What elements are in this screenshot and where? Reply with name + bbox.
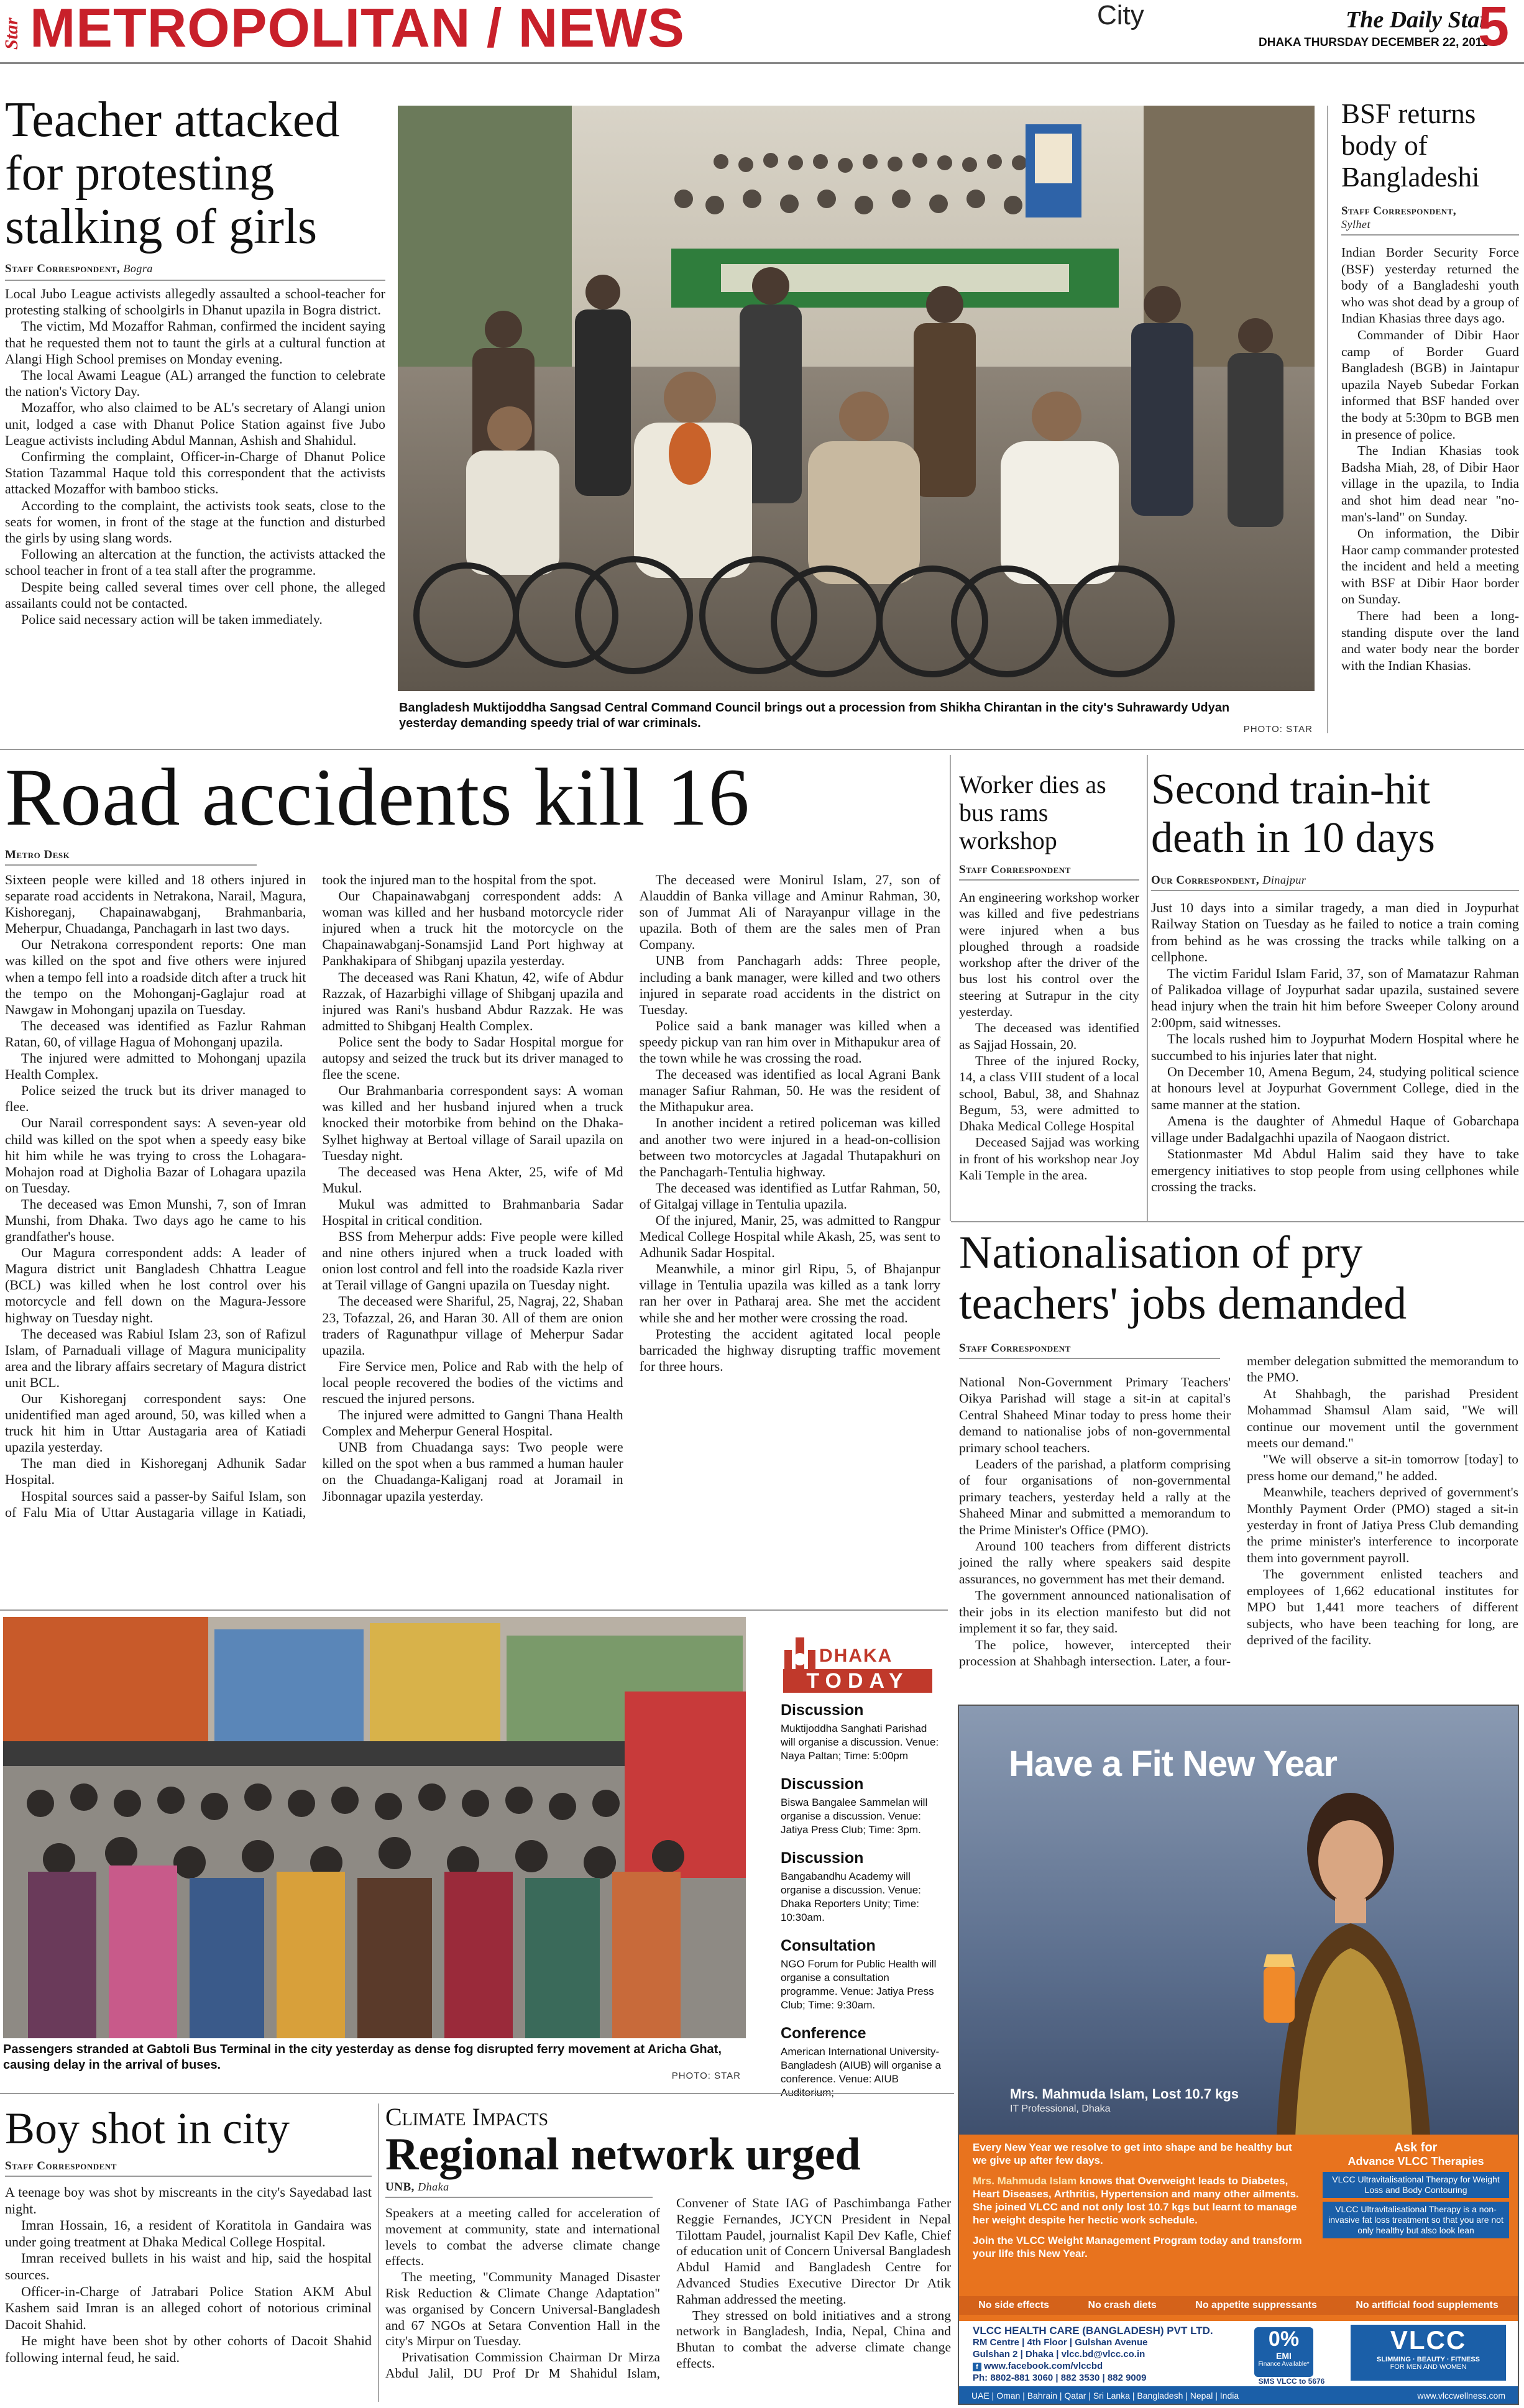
ad-ask-sub: Advance VLCC Therapies — [1347, 2155, 1484, 2168]
road-paragraph: Our Netrakona correspondent reports: One man was killed on the spot and five others were injured when a tempo fell into a roadside ditch after a truck hit the tempo on the Mohonganj-Gaglajur road at Nawgaw in Mohonganj upazila on Tuesday. — [5, 936, 306, 1017]
train-headline: Second train-hit death in 10 days — [1151, 766, 1435, 862]
procession-photo — [398, 106, 1315, 691]
ad-facebook — [973, 2360, 1252, 2372]
bsf-paragraph: There had been a long-standing dispute over the land and water body near the border with the Indian Khasias. — [1341, 608, 1519, 673]
teachers-jobs-headline: Nationalisation of pry teachers' jobs demanded — [959, 1227, 1407, 1329]
bsf-paragraph: Indian Border Security Force (BSF) yesterday returned the body of a Bangladeshi youth who was shot dead by a group of Indian Khasias three days ago. — [1341, 245, 1519, 326]
bsf-body — [1341, 244, 1519, 674]
ad-story-name: Mrs. Mahmuda Islam — [973, 2175, 1077, 2187]
vlcc-advertisement — [958, 1705, 1519, 2405]
road-paragraph: Our Narail correspondent says: A seven-year old child was killed on the spot when a speedy easy bike hit him while he was trying to cross the Lohagara-Mohajon road at Digholia Bazar of Lohagara upazila on Tuesday. — [5, 1115, 306, 1196]
climate-kicker: Climate Impacts — [385, 2103, 549, 2131]
climate-paragraph: Speakers at a meeting called for acceleration of movement at community, state and international levels to combat the adverse climate change effects. — [385, 2205, 660, 2269]
teacher-paragraph: Local Jubo League activists allegedly assaulted a school-teacher for protesting stalking of schoolgirls in Dhanut upazila in Bogra district. — [5, 286, 385, 318]
road-paragraph: Protesting the accident agitated local people barricaded the highway disrupting traffic movement for three hours. — [639, 1325, 940, 1374]
road-paragraph: Police sent the body to Sadar Hospital morgue for autopsy and seized the truck but its driver managed to flee the scene. — [322, 1033, 623, 1083]
road-paragraph: The deceased was Hena Akter, 25, wife of Md Mukul. — [322, 1163, 623, 1196]
ad-phone: Ph: 8802-881 3060 | 882 3530 | 882 9009 — [973, 2373, 1147, 2383]
road-paragraph: In another incident a retired policeman was killed and another two were injured in a head-on-collision between two motorcycles at Jagadal Thutapakhuri on the Panchagarh-Tentulia highway. — [639, 1115, 940, 1179]
teacher-paragraph: Following an altercation at the function, the activists attacked the school teacher in front of a tea stall after the programme. — [5, 546, 385, 579]
boy-headline: Boy shot in city — [5, 2104, 290, 2153]
teacher-byline-place: Bogra — [123, 262, 153, 275]
bsf-byline-place: Sylhet — [1341, 218, 1370, 231]
teacher-paragraph: Confirming the complaint, Officer-in-Charge of Dhanut Police Station Tazammal Haque told this correspondent that the activists attacked Mozaffor with bamboo sticks. — [5, 449, 385, 497]
road-paragraph: Sixteen people were killed and 18 others injured in separate road accidents in Netrakona, Narail, Magura, Kishoreganj, Chapainawabganj, Brahmanbaria, Meherpur, Chuadanga, Panchagarh in last two days. — [5, 872, 306, 936]
bsf-paragraph: On information, the Dibir Haor camp commander protested the incident and held a meeting with BSF at Dibir Haor border on Sunday. — [1341, 526, 1519, 607]
road-paragraph: Police said a bank manager was killed when a speedy pickup van ran him over in Mithapukur area of the town while he was crossing the road. — [639, 1017, 940, 1066]
ad-features — [959, 2296, 1518, 2315]
bsf-byline-role: Staff Correspondent, — [1341, 204, 1457, 217]
climate-byline-place: Dhaka — [418, 2181, 449, 2193]
worker-paragraph: Three of the injured Rocky, 14, a class VIII student of a local school, Babul, 38, and Shahnaz Begum, 53, were admitted to Dhaka Medical College Hospital — [959, 1053, 1139, 1134]
boy-paragraph: Imran Hossain, 16, a resident of Koratitola in Gandaira was under going treatment at Dhaka Medical College Hospital. — [5, 2217, 372, 2250]
vlcc-tag-2: FOR MEN AND WOMEN — [1390, 2363, 1467, 2371]
city-label: City — [1097, 0, 1144, 30]
ad-feature: No side effects — [978, 2300, 1050, 2310]
column-rule — [378, 2104, 379, 2402]
road-paragraph: The deceased was Rani Khatun, 42, wife of Abdur Razzak, of Hazarbighi village of Shibganj upazila and injured was Rani's husband Abdur Razzak. He was admitted to Shibganj Health Complex. — [322, 969, 623, 1033]
dhaka-today-item-text: NGO Forum for Public Health will organise a consultation programme. Venue: Jatiya Press Club; Time: 9:30am. — [781, 1958, 937, 2011]
dhaka-today-item-text: Bangabandhu Academy will organise a discussion. Venue: Dhaka Reporters Unity; Time: 10:30am. — [781, 1870, 921, 1923]
dhaka-today-item-text: Biswa Bangalee Sammelan will organise a discussion. Venue: Jatiya Press Club; Time: 3pm. — [781, 1797, 928, 1836]
bus-terminal-credit: PHOTO: STAR — [671, 2071, 741, 2081]
vlcc-logo: VLCC — [1390, 2325, 1467, 2355]
boy-paragraph: A teenage boy was shot by miscreants in the city's Sayedabad last night. — [5, 2184, 372, 2217]
ad-story — [973, 2174, 1302, 2227]
dhaka-today-title-top: DHAKA — [819, 1646, 893, 1666]
teacher-body — [5, 286, 385, 628]
ad-feature: No appetite suppressants — [1195, 2300, 1317, 2310]
ad-model-name: Mrs. Mahmuda Islam, Lost 10.7 kgs — [1010, 2086, 1239, 2102]
teachers-jobs-paragraph: The government announced nationalisation of their jobs in its election manifesto but did not implement it so far, they said. — [959, 1588, 1231, 1636]
teachers-jobs-paragraph: Meanwhile, teachers deprived of government's Monthly Payment Order (PMO) staged a sit-in yesterday in front of Jatiya Press Club demanding the prime minister's interference to incorporate them into government payroll. — [1247, 1485, 1518, 1565]
road-body — [5, 872, 940, 1524]
train-body — [1151, 900, 1519, 1195]
section-rule — [0, 1609, 948, 1611]
road-paragraph: Meanwhile, a minor girl Ripu, 5, of Bhajanpur village in Tentulia upazila was killed as a tank lorry ran her over in Patharaj area. She met the accident while she and her mother were crossing the road. — [639, 1261, 940, 1325]
bsf-byline — [1341, 204, 1519, 236]
train-paragraph: Just 10 days into a similar tragedy, a man died in Joypurhat Railway Station on Tuesday as he failed to notice a train coming from behind as he was crossing the tracks while talking on a cellphone. — [1151, 900, 1519, 965]
bsf-paragraph: Commander of Dibir Haor camp of Border Guard Bangladesh (BGB) in Jaintapur upazila Nayeb Subedar Forkan informed that BSF handed over the body at 5:30pm to BGB men in presence of police. — [1341, 327, 1519, 442]
road-paragraph: Police seized the truck but its driver managed to flee. — [5, 1083, 306, 1115]
paper-name: The Daily Star — [1346, 7, 1489, 33]
teacher-byline-role: Staff Correspondent, — [5, 262, 121, 275]
ad-sms: SMS VLCC to 5676 — [1258, 2377, 1325, 2386]
dateline: DHAKA THURSDAY DECEMBER 22, 2011 — [1259, 36, 1488, 49]
road-paragraph: Of the injured, Manir, 25, was admitted to Rangpur Medical College Hospital while Akash, 25, was sent to Adhunik Sadar Hospital. — [639, 1212, 940, 1261]
dhaka-today-logo — [771, 1627, 951, 1701]
train-paragraph: Stationmaster Md Abdul Halim said they have to take emergency initiatives to stop people from using cellphones while crossing the tracks. — [1151, 1146, 1519, 1194]
star-logo: Star — [1, 17, 22, 50]
teachers-jobs-paragraph: The police, however, intercepted their procession at Shahbagh intersection. Later, a four-member delegation submitted the memorandum to the PMO. — [959, 1353, 1518, 1669]
road-paragraph: The injured were admitted to Gangni Thana Health Complex and Meherpur General Hospital. — [322, 1407, 623, 1439]
road-paragraph: BSS from Meherpur adds: Five people were killed and nine others injured when a truck loaded with onion lost control and fell into the roadside Kazla river at Terail village of Gangni upazila on Tuesday night. — [322, 1229, 623, 1293]
road-byline: Metro Desk — [5, 848, 257, 866]
teachers-jobs-byline: Staff Correspondent — [959, 1342, 1220, 1359]
boy-paragraph: He might have been shot by other cohorts of Dacoit Shahid following internal feud, he said. — [5, 2333, 372, 2365]
procession-credit: PHOTO: STAR — [1243, 724, 1313, 735]
boy-byline: Staff Correspondent — [5, 2159, 372, 2177]
worker-byline: Staff Correspondent — [959, 863, 1139, 881]
dhaka-today-item-heading: Consultation — [781, 1937, 876, 1954]
vlcc-brand — [1351, 2325, 1506, 2381]
bsf-paragraph: The Indian Khasias took Badsha Miah, 28, of Dibir Haor village in the upazila, to India and shot him dead near "no-man's-land" on Sunday. — [1341, 443, 1519, 524]
dhaka-today-item-heading: Discussion — [781, 1701, 864, 1719]
ad-therapy-1: VLCC Ultravitalisational Therapy for Weight Loss and Body Contouring — [1323, 2172, 1509, 2198]
ad-emi-big: 0% — [1268, 2327, 1300, 2351]
road-paragraph: Our Brahmanbaria correspondent says: A woman was killed and her husband injured when a truck knocked their motorbike from behind on the Dhaka-Sylhet highway at Bertoal village of Sarail upazila on Tuesday night. — [322, 1083, 623, 1163]
ad-emi-badge — [1254, 2327, 1313, 2377]
teachers-jobs-story — [959, 1227, 1518, 1675]
road-paragraph: UNB from Panchagarh adds: Three people, including a bank manager, were killed and two others injured in separate road accidents in the district on Tuesday. — [639, 953, 940, 1017]
train-byline — [1151, 874, 1519, 891]
worker-paragraph: An engineering workshop worker was killed and five pedestrians were injured when a bus ploughed through a roadside workshop after the driver of the bus lost his control over the steering at Sutrapur in the city yesterday. — [959, 890, 1139, 1020]
vlcc-tag: SLIMMING · BEAUTY · FITNESS — [1376, 2356, 1480, 2363]
worker-story — [959, 771, 1139, 1218]
dhaka-today-item-heading: Discussion — [781, 1775, 864, 1793]
ad-feature: No artificial food supplements — [1356, 2300, 1499, 2310]
ad-address-1: RM Centre | 4th Floor | Gulshan Avenue — [973, 2337, 1148, 2348]
column-rule — [950, 755, 951, 1221]
train-paragraph: On December 10, Amena Begum, 24, studying political science at honours level at Joypurhat Government College, died in the same manner at the station. — [1151, 1064, 1519, 1112]
climate-story — [385, 2104, 951, 2405]
train-story — [1151, 766, 1519, 1219]
train-paragraph: Amena is the daughter of Ahmedul Haque of Gobarchapa village under Badalgachhi upazila of Naogaon district. — [1151, 1113, 1519, 1145]
ad-facebook-url: www.facebook.com/vlccbd — [984, 2361, 1103, 2371]
road-paragraph: Our Chapainawabganj correspondent adds: A woman was killed and her husband motorcycle rider injured when a truck hit the motorcycle on the Chapainawabganj-Sonamsjid Land Port highway at Pankhakipara of Shibganj upazila yesterday. — [322, 888, 623, 969]
road-paragraph: Fire Service men, Police and Rab with the help of local people recovered the bodies of the victims and rescued the injured persons. — [322, 1358, 623, 1406]
ad-intro: Every New Year we resolve to get into shape and be healthy but we give up after few days. — [973, 2141, 1292, 2166]
teachers-jobs-paragraph: National Non-Government Primary Teachers' Oikya Parishad will stage a sit-in at capital's Central Shaheed Minar today to press home their demand to nationalise jobs of non-governmental primary school teachers. — [959, 1375, 1231, 1455]
road-paragraph: The deceased was identified as local Agrani Bank manager Safiur Rahman, 50. He was the resident of the Mithapukur area. — [639, 1066, 940, 1115]
dhaka-today-box — [771, 1627, 951, 2085]
ad-address-2: Gulshan 2 | Dhaka | vlcc.bd@vlcc.co.in — [973, 2349, 1145, 2360]
road-paragraph: The deceased were Shariful, 25, Nagraj, 22, Shaban 23, Tofazzal, 26, and Haran 30. All of them are onion traders of Ragunathpur village of Meherpur Sadar upazila. — [322, 1293, 623, 1358]
boy-body — [5, 2184, 372, 2366]
teacher-paragraph: According to the complaint, the activists took seats, close to the seats for women, in front of the stage at the function and disturbed the girls by using slang words. — [5, 497, 385, 546]
bsf-headline: BSF returns body of Bangladeshi — [1341, 98, 1480, 193]
dhaka-today-item-heading: Conference — [781, 2025, 866, 2042]
ad-emi-small: EMI — [1276, 2351, 1292, 2361]
ad-therapy-2: VLCC Ultravitalisational Therapy is a non-invasive fat loss treatment so that you are not only healthy but also look lean — [1323, 2202, 1509, 2238]
ad-website: www.vlccwellness.com — [1417, 2391, 1505, 2401]
teacher-paragraph: Police said necessary action will be taken immediately. — [21, 611, 323, 628]
byline-spacer — [385, 2195, 660, 2205]
ad-headline: Have a Fit New Year — [1009, 1744, 1338, 1784]
ad-model-title: IT Professional, Dhaka — [1010, 2104, 1111, 2114]
bsf-story — [1341, 98, 1519, 744]
ad-ask-box — [1323, 2141, 1509, 2238]
road-story — [5, 751, 940, 1600]
section-rule — [0, 2093, 954, 2094]
boy-paragraph: Officer-in-Charge of Jatrabari Police Station AKM Abul Kashem said Imran is an alleged cohort of notorious criminal Dacoit Shahid. — [5, 2283, 372, 2332]
road-paragraph: UNB from Chuadanga says: Two people were killed on the spot when a bus rammed a human hauler on the Chuadanga-Kaliganj road at Joramail in Jibonnagar upazila yesterday. — [322, 1439, 623, 1504]
ad-story-text: knows that Overweight leads to Diabetes, Heart Diseases, Arthritis, Hypertension and many other ailments. She joined VLCC and not only lost 10.7 kgs but learnt to manage her weight despite her hectic work schedule. — [973, 2175, 1299, 2226]
ad-feature: No crash diets — [1088, 2300, 1157, 2310]
teachers-jobs-paragraph: "We will observe a sit-in tomorrow [today] to press home our demand," he added. — [1247, 1452, 1518, 1483]
ad-emi-note: Finance Available* — [1258, 2361, 1310, 2368]
dhaka-today-item-text: American International University-Bangladesh (AIUB) will organise a conference. Venue: AIUB — [781, 2046, 941, 2085]
teachers-jobs-paragraph: The government enlisted teachers and employees of 1,662 educational institutes for MPO but 1,441 more teachers of different subjects, who have been teaching for long, are deprived of the facility. — [1247, 1567, 1518, 1647]
road-headline: Road accidents kill 16 — [5, 751, 750, 843]
ad-contact — [973, 2325, 1252, 2384]
boy-story — [5, 2104, 372, 2405]
teacher-byline — [5, 262, 385, 281]
train-byline-role: Our Correspondent, — [1151, 874, 1260, 887]
road-paragraph: The deceased was Emon Munshi, 7, son of Imran Munshi, from Dhaka. Two days ago he came to his grandfather's house. — [5, 1196, 306, 1245]
masthead-rule — [0, 62, 1524, 64]
teacher-paragraph: The local Awami League (AL) arranged the function to celebrate the nation's Victory Day. — [5, 367, 385, 400]
climate-body — [385, 2195, 951, 2396]
teacher-headline: Teacher attacked for protesting stalking of girls — [5, 93, 340, 254]
train-paragraph: The victim Faridul Islam Farid, 37, son of Mamatazur Rahman of Palikadoa village of Joypurhat sadar upazila, sustained severe head injury when the train hit him before Sweeper Colony around 2:00pm, said witnesses. — [1151, 965, 1519, 1030]
ad-countries: UAE | Oman | Bahrain | Qatar | Sri Lanka | Bangladesh | Nepal | India — [971, 2391, 1239, 2401]
climate-byline-role: UNB, — [385, 2181, 415, 2194]
road-paragraph: The deceased were Monirul Islam, 27, son of Alauddin of Banka village and Aminur Rahman, 30, son of Jummat Ali of Narayanpur village in the upazila. Both of them are the sales men of Pran Company. — [639, 872, 940, 953]
byline-spacer — [959, 1353, 1231, 1374]
teacher-paragraph: The victim, Md Mozaffor Rahman, confirmed the incident saying that he requested them not to taunt the girls at a cultural function at Alangi High School premises on Monday evening. — [5, 318, 385, 367]
page-number: 5 — [1478, 0, 1510, 58]
dhaka-today-item-text: Muktijoddha Sanghati Parishad will organise a discussion. Venue: Naya Paltan; Time: 5:00pm — [781, 1723, 939, 1762]
road-paragraph: Our Magura correspondent adds: A leader of Magura district unit Bangladesh Chhattra League (BCL) was killed when he lost control over his motorcycle and fell down on the Magura-Jessore highway on Tuesday night. — [5, 1245, 306, 1325]
road-paragraph: The man died in Kishoreganj Adhunik Sadar Hospital. — [5, 1455, 306, 1488]
teacher-paragraph: Mozaffor, who also claimed to be AL's secretary of Alangi union unit, lodged a case with Dhanut Police Station against five Jubo League activists including Abdul Mannan, Ashish and Shahidul. — [5, 400, 385, 448]
boy-paragraph: Imran received bullets in his waist and hip, said the hospital sources. — [5, 2250, 372, 2282]
section-rule — [0, 749, 1524, 750]
bus-terminal-photo — [3, 1617, 746, 2038]
procession-caption: Bangladesh Muktijoddha Sangsad Central Command Council brings out a procession from Shikha Chirantan in the city's Suhrawardy Udyan yesterday demanding speedy trial of war criminals. — [399, 701, 1230, 730]
facebook-icon: f — [973, 2363, 981, 2371]
worker-body — [959, 889, 1139, 1183]
bus-terminal-photo-image — [3, 1617, 746, 2038]
road-paragraph: Hospital sources said a passer-by Saiful Islam, son of Falu Mia of Uttar Austagaria village in Katiadi, took the injured man to the hospital from the spot. — [5, 872, 597, 1520]
teacher-story — [5, 93, 385, 746]
teachers-jobs-paragraph: Around 100 teachers from different districts joined the rally where speakers said despite assurances, no government has met their demand. — [959, 1539, 1231, 1586]
road-paragraph: The injured were admitted to Mohonganj upazila Health Complex. — [5, 1050, 306, 1083]
teacher-paragraph: Despite being called several times over cell phone, the alleged assailants could not be contacted. — [5, 579, 385, 611]
column-rule — [1327, 106, 1328, 733]
climate-headline: Regional network urged — [385, 2129, 861, 2180]
ad-model-illustration — [1226, 1780, 1487, 2153]
dhaka-today-title-bottom: TODAY — [783, 1669, 932, 1693]
teachers-jobs-paragraph: At Shahbagh, the parishad President Mohammad Shamsul Alam said, "We will continue our movement until the government meets our demand." — [1247, 1386, 1518, 1451]
bus-terminal-caption: Passengers stranded at Gabtoli Bus Terminal in the city yesterday as dense fog disrupted ferry movement at Aricha Ghat, causing delay in the arrival of buses. — [3, 2043, 722, 2072]
section-title: METROPOLITAN / NEWS — [30, 0, 685, 58]
climate-paragraph: The meeting, "Community Managed Disaster Risk Reduction & Climate Change Adaptation" was organised by Concern Universal-Bangladesh and 67 NGOs at Setara Convention Hall in the city's Mirpur on Tuesday. — [385, 2269, 660, 2349]
column-rule — [1147, 755, 1148, 1221]
road-paragraph: The deceased was identified as Lutfar Rahman, 50, of Gitalgaj village in Tentulia upazila. — [639, 1179, 940, 1212]
ad-join: Join the VLCC Weight Management Program today and transform your life this New Year. — [973, 2235, 1302, 2259]
ad-countries-bar — [959, 2386, 1518, 2405]
dhaka-today-list — [771, 1701, 951, 2100]
ad-ask-title: Ask for — [1394, 2141, 1438, 2154]
ad-copy — [973, 2141, 1302, 2260]
masthead — [0, 0, 1524, 62]
road-paragraph: Our Kishoreganj correspondent says: One unidentified man aged around, 50, was killed when a truck hit him in Uttar Austagaria area of Katiadi upazila yesterday. — [5, 1391, 306, 1455]
procession-photo-image — [398, 106, 1315, 691]
ad-company: VLCC HEALTH CARE (BANGLADESH) PVT LTD. — [973, 2325, 1213, 2337]
worker-headline: Worker dies as bus rams workshop — [959, 771, 1106, 854]
teachers-jobs-paragraph: Leaders of the parishad, a platform comprising of four organisations of non-governmental primary teachers, yesterday held a rally at the Shaheed Minar and submitted a memorandum to the Prime Minister's Office (PMO). — [959, 1457, 1231, 1537]
train-paragraph: The locals rushed him to Joypurhat Modern Hospital where he succumbed to his injuries later that night. — [1151, 1031, 1519, 1063]
dhaka-today-item-heading: Discussion — [781, 1849, 864, 1867]
climate-paragraph: Privatisation Commission Chairman Dr Mirza Abdul Jalil, DU Prof Dr M Shahidul Islam, Convener of State IAG of Paschimbanga Father Reggie Fernandes, JCYCN President in Nepal Tilottam Paudel, journalist Kapil Dev Kafle, Chief of education unit of Concern Universal Bangladesh Abdul Hamid and Bangladesh Centre for Advanced Studies Executive Director Dr Atik Rahman addressed the meeting. — [385, 2195, 951, 2381]
road-paragraph: The deceased was identified as Fazlur Rahman Ratan, 60, of village Hagua of Mohonganj upazila. — [5, 1017, 306, 1050]
section-rule — [951, 1221, 1524, 1222]
climate-paragraph: They stressed on bold initiatives and a strong network in Bangladesh, India, Nepal, China and Bhutan to combat the adverse climate change effects. — [676, 2307, 951, 2371]
road-paragraph: Mukul was admitted to Brahmanbaria Sadar Hospital in critical condition. — [322, 1196, 623, 1228]
worker-paragraph: The deceased was identified as Sajjad Hossain, 20. — [959, 1020, 1139, 1052]
train-byline-place: Dinajpur — [1262, 874, 1306, 886]
teachers-jobs-body — [959, 1353, 1518, 1698]
worker-paragraph: Deceased Sajjad was working in front of his workshop near Joy Kali Temple in the area. — [959, 1135, 1139, 1183]
road-paragraph: The deceased was Rabiul Islam 23, son of Rafizul Islam, of Parnaduali village of Magura municipality area and the library affairs secretary of Magura district unit BCL. — [5, 1325, 306, 1390]
